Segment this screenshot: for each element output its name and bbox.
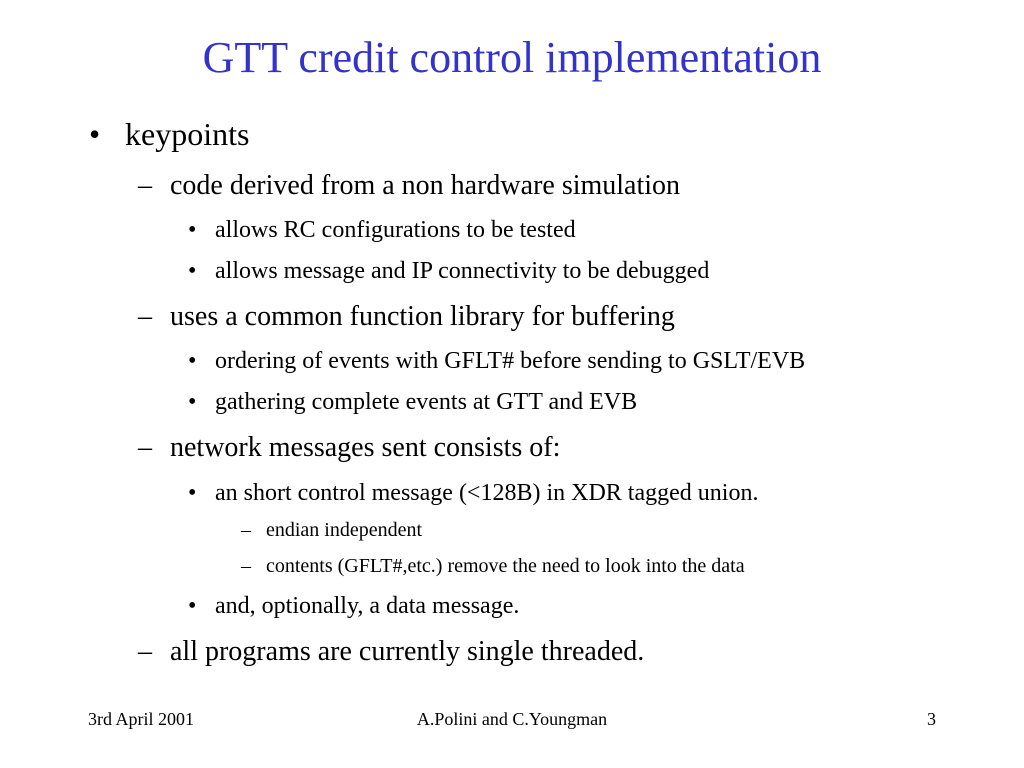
bullet-marker: •	[89, 116, 101, 152]
list-item-text: uses a common function library for buffering	[170, 301, 675, 332]
dash-marker: –	[138, 432, 152, 463]
list-item-text: allows message and IP connectivity to be debugged	[215, 258, 710, 284]
list-item	[188, 348, 806, 374]
dash-marker: –	[241, 555, 251, 577]
list-item-text: endian independent	[266, 519, 423, 541]
list-item	[188, 217, 576, 243]
dash-marker: –	[138, 170, 152, 201]
list-item-text: code derived from a non hardware simulation	[170, 170, 681, 201]
bullet-marker: •	[188, 389, 197, 415]
dash-marker: –	[138, 636, 152, 667]
list-item	[89, 116, 250, 152]
list-item-text: gathering complete events at GTT and EVB	[215, 389, 638, 415]
page-number: 3	[927, 709, 936, 729]
list-item-text: an short control message (<128B) in XDR tagged union.	[215, 480, 759, 506]
list-item-text: ordering of events with GFLT# before sending to GSLT/EVB	[215, 348, 806, 374]
dash-marker: –	[138, 301, 152, 332]
bullet-marker: •	[188, 348, 197, 374]
list-item	[138, 636, 645, 667]
list-item	[138, 432, 561, 463]
list-item-text: and, optionally, a data message.	[215, 593, 520, 619]
list-item-text: all programs are currently single threaded.	[170, 636, 645, 667]
list-item	[188, 389, 638, 415]
dash-marker: –	[241, 519, 251, 541]
list-item	[188, 258, 710, 284]
footer-authors: A.Polini and C.Youngman	[416, 709, 608, 729]
list-item	[188, 480, 759, 506]
bullet-marker: •	[188, 593, 197, 619]
list-item	[138, 301, 675, 332]
bullet-marker: •	[188, 217, 197, 243]
bullet-marker: •	[188, 480, 197, 506]
slide-title: GTT credit control implementation	[202, 33, 822, 82]
list-item-text: keypoints	[125, 116, 250, 152]
list-item	[241, 519, 423, 541]
footer-date: 3rd April 2001	[88, 709, 194, 729]
list-item	[241, 555, 745, 577]
list-item	[188, 593, 520, 619]
list-item	[138, 170, 681, 201]
list-item-text: network messages sent consists of:	[170, 432, 561, 463]
list-item-text: allows RC configurations to be tested	[215, 217, 576, 243]
bullet-marker: •	[188, 258, 197, 284]
list-item-text: contents (GFLT#,etc.) remove the need to look into the data	[266, 555, 745, 577]
